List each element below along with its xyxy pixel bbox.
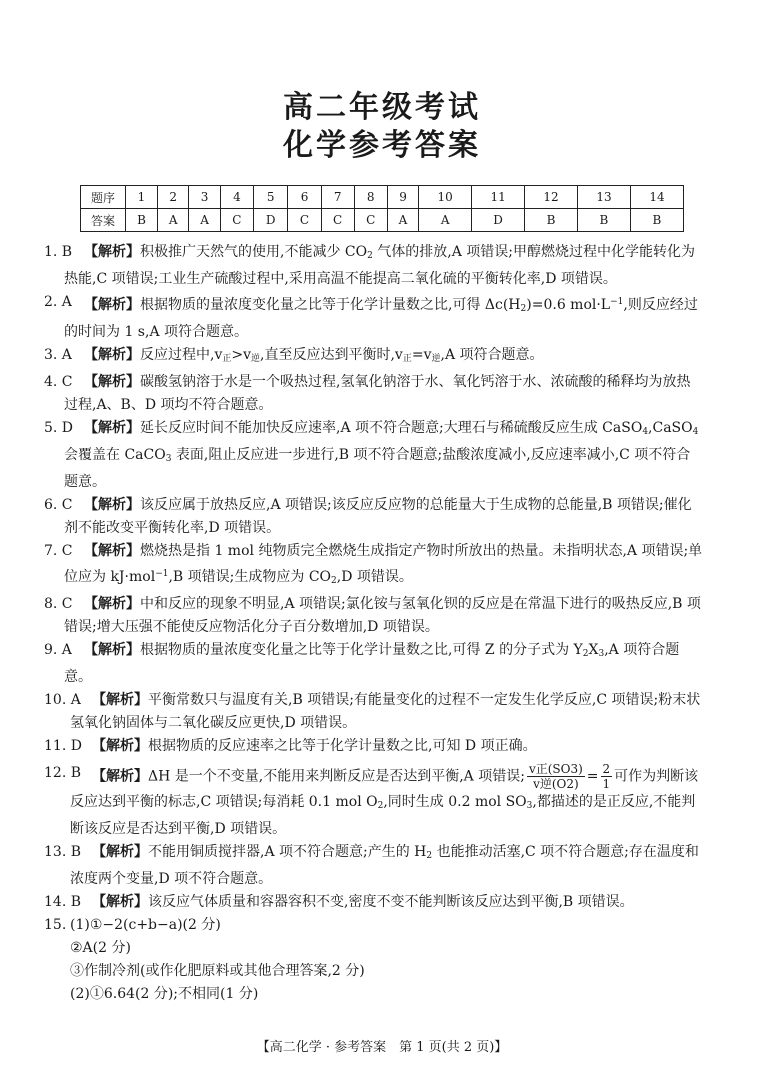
item-12 [44, 762, 704, 841]
item-text: X [588, 642, 599, 658]
table-cell-number: 3 [189, 186, 220, 209]
table-cell-number: 12 [525, 186, 578, 209]
subscript: 4 [642, 427, 649, 437]
analysis-label: 【解析】 [84, 543, 140, 559]
superscript: −1 [155, 569, 169, 579]
table-cell-answer: C [288, 209, 321, 232]
item-9 [44, 639, 704, 689]
table-cell-number: 13 [578, 186, 631, 209]
table-cell-answer: A [387, 209, 418, 232]
item-10 [44, 689, 704, 735]
item-text: ,A 项符合题意。 [64, 642, 680, 685]
ratio-value-fraction [601, 762, 613, 791]
analysis-label: 【解析】 [92, 738, 148, 754]
item-text: 根据物质的量浓度变化量之比等于化学计量数之比,可得 Z 的分子式为 Y [140, 642, 583, 658]
analysis-label: 【解析】 [84, 374, 140, 390]
table-cell-number: 11 [472, 186, 525, 209]
item-7 [44, 540, 704, 593]
title-line-1: 高二年级考试 [283, 90, 481, 125]
item-15-line-1: (1)①−2(c+b−a)(2 分) [70, 917, 221, 933]
item-number: 10. A [44, 692, 81, 708]
table-cell-number: 9 [387, 186, 418, 209]
table-cell-answer: D [472, 209, 525, 232]
item-8 [44, 593, 704, 639]
fraction-denominator: 1 [602, 777, 611, 791]
answer-table [80, 185, 684, 232]
fraction-denominator: v逆(O2) [533, 777, 579, 791]
item-number: 8. C [44, 596, 73, 612]
item-text: 也能推动活塞,C 项不符合题意;存在温度和浓度两个变量,D 项不符合题意。 [70, 844, 699, 887]
item-4 [44, 371, 704, 417]
subscript: 4 [692, 427, 699, 437]
subscript: 2 [582, 649, 589, 659]
item-text: 根据物质的量浓度变化量之比等于化学计量数之比,可得 Δc(H [140, 297, 521, 313]
subscript: 3 [598, 649, 605, 659]
item-text: 燃烧热是指 1 mol 纯物质完全燃烧生成指定产物时所放出的热量。未指明状态,A 项错误;单位应为 kJ·mol [64, 543, 703, 585]
item-text: 中和反应的现象不明显,A 项错误;氯化铵与氢氧化钡的反应是在常温下进行的吸热反应,B 项错误;增大压强不能使反应物活化分子百分数增加,D 项错误。 [64, 596, 701, 635]
table-row-numbers [81, 186, 684, 209]
analysis-label: 【解析】 [84, 244, 140, 260]
row-header-numbers: 题序 [81, 186, 126, 209]
item-number: 7. C [44, 543, 73, 559]
item-text: 反应过程中,v [140, 347, 223, 363]
item-text: ,都描述的是正反应,不能判断该反应是否达到平衡,D 项错误。 [70, 794, 696, 837]
item-number: 12. B [44, 765, 82, 781]
item-3 [44, 344, 704, 371]
item-text: >v [231, 347, 252, 363]
analysis-label: 【解析】 [84, 596, 140, 612]
item-2 [44, 291, 704, 344]
rate-ratio-fraction [527, 762, 585, 791]
table-row-answers [81, 209, 684, 232]
analysis-label: 【解析】 [92, 768, 148, 785]
item-number: 3. A [44, 347, 72, 363]
subscript: 逆 [251, 354, 261, 364]
analysis-label: 【解析】 [84, 420, 140, 436]
table-cell-answer: C [354, 209, 387, 232]
item-number: 4. C [44, 374, 73, 390]
subscript: 逆 [431, 354, 441, 364]
subscript: 正 [402, 354, 412, 364]
subscript: 3 [165, 454, 172, 464]
item-text: ,CaSO [648, 420, 693, 436]
analysis-label: 【解析】 [92, 692, 148, 708]
item-text: ,则反应经过的时间为 1 s,A 项符合题意。 [64, 297, 698, 340]
item-text: ΔH 是一个不变量,不能用来判断反应是否达到平衡,A 项错误; [148, 768, 525, 785]
table-cell-answer: A [419, 209, 472, 232]
item-11 [44, 735, 704, 758]
title-line-2: 化学参考答案 [283, 128, 481, 163]
item-15-line-3: ③作制冷剂(或作化肥原料或其他合理答案,2 分) [70, 963, 365, 979]
item-text: ,D 项错误。 [336, 569, 413, 585]
item-text: =v [411, 347, 432, 363]
table-cell-number: 10 [419, 186, 472, 209]
item-text: ,同时生成 0.2 mol SO [383, 794, 527, 810]
analysis-label: 【解析】 [84, 497, 140, 513]
item-text: 表面,阻止反应进一步进行,B 项不符合题意;盐酸浓度减小,反应速率减小,C 项不符合题意。 [64, 447, 691, 490]
table-cell-answer: C [220, 209, 253, 232]
item-text: 碳酸氢钠溶于水是一个吸热过程,氢氧化钠溶于水、氧化钙溶于水、浓硫酸的稀释均为放热过程,A、B、D 项均不符合题意。 [64, 374, 691, 413]
subscript: 2 [377, 801, 384, 811]
subscript: 2 [426, 851, 433, 861]
analysis-label: 【解析】 [84, 347, 140, 363]
table-cell-answer: D [253, 209, 288, 232]
table-cell-answer: A [189, 209, 220, 232]
equals-sign: = [586, 768, 599, 785]
item-text: 会覆盖在 CaCO [64, 447, 166, 463]
item-text: 气体的排放,A 项错误;甲醇燃烧过程中化学能转化为热能,C 项错误;工业生产硫酸过程中,采用高温不能提高二氧化硫的平衡转化率,D 项错误。 [64, 244, 696, 287]
item-1 [44, 241, 704, 291]
item-text: 该反应属于放热反应,A 项错误;该反应反应物的总能量大于生成物的总能量,B 项错误;催化剂不能改变平衡转化率,D 项错误。 [64, 497, 692, 536]
table-cell-number: 7 [321, 186, 354, 209]
item-6 [44, 494, 704, 540]
item-text: ,A 项符合题意。 [440, 347, 544, 363]
subscript: 2 [520, 304, 527, 314]
table-cell-number: 5 [253, 186, 288, 209]
table-cell-number: 8 [354, 186, 387, 209]
table-cell-number: 1 [126, 186, 158, 209]
item-text: 该反应气体质量和容器容积不变,密度不变不能判断该反应达到平衡,B 项错误。 [148, 894, 634, 910]
item-text: 可作为判断该反应达到平衡的标志,C 项错误;每消耗 0.1 mol O [70, 768, 699, 810]
item-number: 5. D [44, 420, 74, 436]
table-cell-answer: B [578, 209, 631, 232]
item-text: 平衡常数只与温度有关,B 项错误;有能量变化的过程不一定发生化学反应,C 项错误;粉末状氢氧化钠固体与二氧化碳反应更快,D 项错误。 [70, 692, 701, 731]
table-cell-answer: A [157, 209, 188, 232]
item-text: 延长反应时间不能加快反应速率,A 项不符合题意;大理石与稀硫酸反应生成 CaSO [140, 420, 643, 436]
superscript: −1 [610, 297, 624, 307]
fraction-numerator: v正(SO3) [528, 762, 583, 776]
table-cell-number: 14 [630, 186, 683, 209]
table-cell-number: 6 [288, 186, 321, 209]
analysis-label: 【解析】 [92, 844, 148, 860]
subscript: 正 [222, 354, 232, 364]
subscript: 2 [367, 251, 373, 261]
item-text: 不能用铜质搅拌器,A 项不符合题意;产生的 H [148, 844, 427, 860]
item-number: 2. A [44, 294, 72, 310]
subscript: 2 [331, 576, 337, 586]
table-cell-number: 4 [220, 186, 253, 209]
item-text: 根据物质的反应速率之比等于化学计量数之比,可知 D 项正确。 [148, 738, 537, 754]
item-number: 6. C [44, 497, 73, 513]
analysis-label: 【解析】 [84, 642, 140, 658]
item-number: 14. B [44, 894, 82, 910]
table-cell-answer: C [321, 209, 354, 232]
item-13 [44, 841, 704, 891]
item-number: 1. B [44, 244, 73, 260]
fraction-numerator: 2 [602, 762, 611, 776]
item-15 [44, 914, 704, 937]
item-number: 15. [44, 917, 67, 933]
item-15-line-4: (2)①6.64(2 分);不相同(1 分) [70, 986, 259, 1002]
item-14 [44, 891, 704, 914]
item-15-line-2: ②A(2 分) [70, 940, 131, 956]
item-5 [44, 417, 704, 494]
answer-explanations [44, 241, 704, 1006]
page-footer: 【高二化学 · 参考答案 第 1 页(共 2 页)】 [256, 1040, 508, 1055]
item-number: 11. D [44, 738, 82, 754]
item-number: 9. A [44, 642, 72, 658]
analysis-label: 【解析】 [92, 894, 148, 910]
item-text: 积极推广天然气的使用,不能减少 CO [140, 244, 368, 260]
item-text: ,直至反应达到平衡时,v [260, 347, 403, 363]
subscript: 3 [526, 801, 533, 811]
item-text: ,B 项错误;生成物应为 CO [168, 569, 332, 585]
item-text: )=0.6 mol·L [526, 297, 611, 313]
table-cell-number: 2 [157, 186, 188, 209]
analysis-label: 【解析】 [84, 297, 140, 313]
row-header-answers: 答案 [81, 209, 126, 232]
item-number: 13. B [44, 844, 82, 860]
table-cell-answer: B [630, 209, 683, 232]
table-cell-answer: B [126, 209, 158, 232]
table-cell-answer: B [525, 209, 578, 232]
